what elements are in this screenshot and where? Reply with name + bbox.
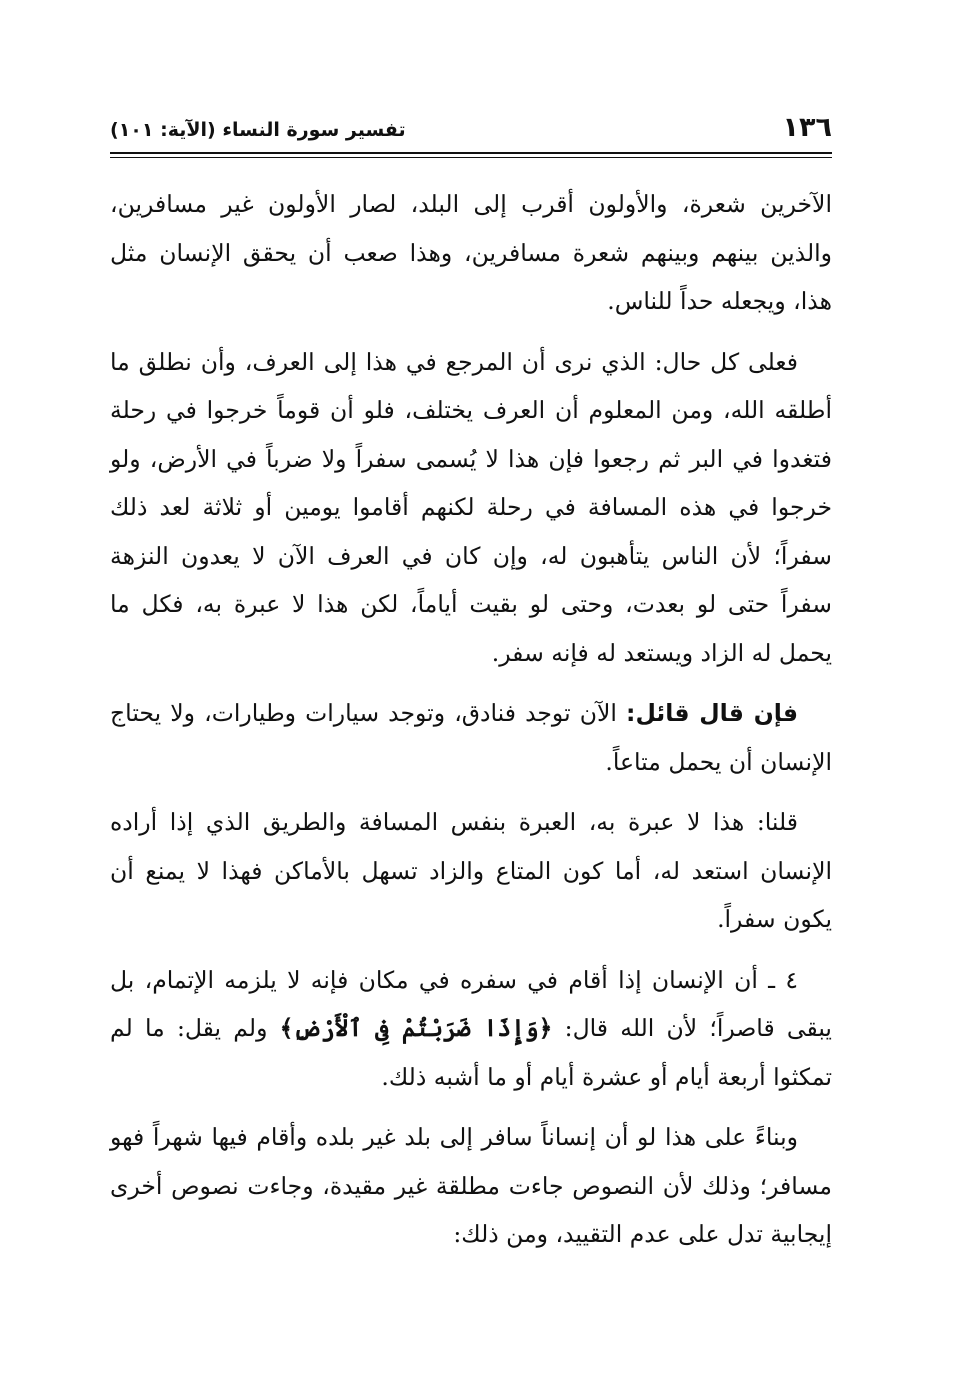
page-header: [110, 100, 832, 148]
header-rule: [110, 152, 832, 158]
paragraph-1: الآخرين شعرة، والأولون أقرب إلى البلد، لصار الأولون غير مسافرين، والذين بينهم وبينهم شعرة مسافرين، وهذا صعب أن يحقق الإنسان مثل هذا، ويجعله حداً للناس.: [110, 190, 832, 315]
paragraph-3: [110, 689, 832, 786]
running-title: تفسير سورة النساء (الآية: ١٠١): [110, 119, 406, 141]
book-page: [110, 100, 832, 1340]
paragraph-6: وبناءً على هذا لو أن إنساناً سافر إلى بلد غير بلده وأقام فيها شهراً فهو مسافر؛ وذلك لأن النصوص جاءت مطلقة غير مقيدة، وجاءت نصوص أخرى إيجابية تدل على عدم التقييد، ومن ذلك:: [110, 1123, 832, 1248]
page-body: [110, 180, 832, 1259]
paragraph-4: قلنا: هذا لا عبرة به، العبرة بنفس المسافة والطريق الذي إذا أراده الإنسان استعد له، أما كون المتاع والزاد تسهل بالأماكن فهذا لا يمنع أن يكون سفراً.: [110, 808, 832, 933]
page-number: ١٣٦: [782, 112, 832, 143]
paragraph-5-text-after: ولم يقل: ما لم تمكثوا أربعة أيام أو عشرة أيام أو ما أشبه ذلك.: [110, 1014, 832, 1091]
quran-verse: ﴿وَإِذَا ضَرَبْتُمْ فِى ٱلْأَرْضِ﴾: [279, 1014, 553, 1042]
paragraph-5: [110, 956, 832, 1102]
paragraph-3-text: الآن توجد فنادق، وتوجد سيارات وطيارات، ولا يحتاج الإنسان أن يحمل متاعاً.: [110, 699, 832, 776]
paragraph-2: فعلى كل حال: الذي نرى أن المرجع في هذا إلى العرف، وأن نطلق ما أطلقه الله، ومن المعلوم أن العرف يختلف، فلو أن قوماً خرجوا في رحلة فتغدوا في البر ثم رجعوا فإن هذا لا يُسمى سفراً ولا ضرباً في الأرض، ولو خرجوا في هذه المسافة في رحلة لكنهم أقاموا يومين أو ثلاثة لعد ذلك سفراً؛ لأن الناس يتأهبون له، وإن كان في العرف الآن لا يعدون النزهة سفراً حتى لو بعدت، وحتى لو بقيت أياماً، لكن هذا لا عبرة به، فكل ما يحمل له الزاد ويستعد له فإنه سفر.: [110, 347, 832, 667]
paragraph-3-lead: فإن قال قائل:: [626, 699, 798, 727]
paragraph-5-text-before: ٤ ـ أن الإنسان إذا أقام في سفره في مكان فإنه لا يلزمه الإتمام، بل يبقى قاصراً؛ لأن الله قال:: [110, 965, 832, 1042]
